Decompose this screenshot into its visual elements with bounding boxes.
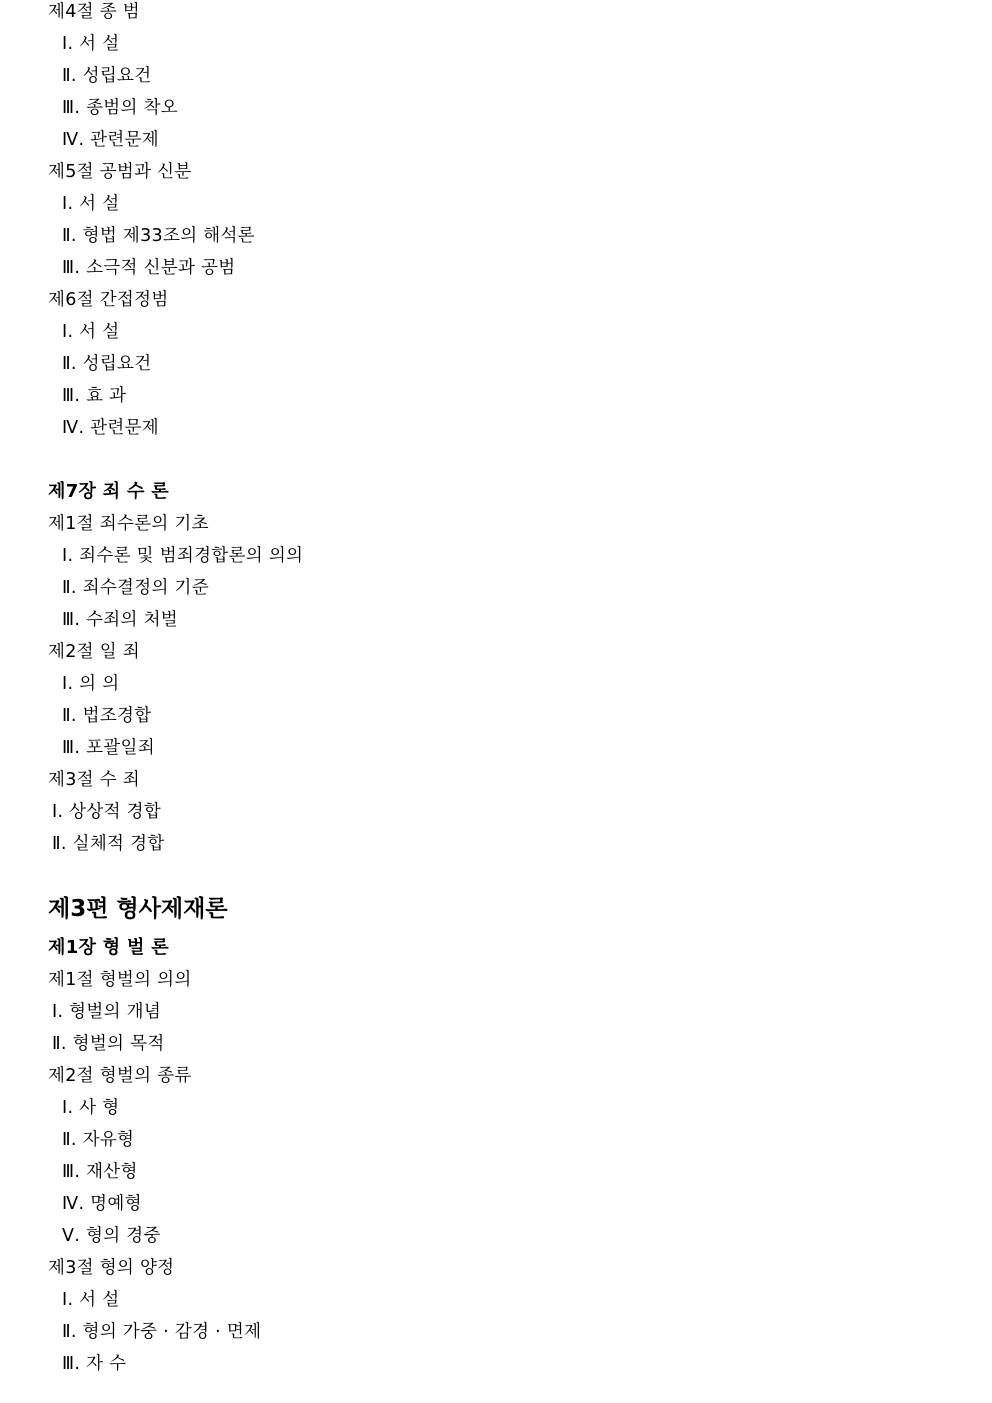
toc-item: Ⅱ. 성립요건 (62, 354, 152, 374)
toc-item: Ⅲ. 수죄의 처벌 (62, 610, 178, 630)
toc-item: Ⅱ. 자유형 (62, 1130, 135, 1150)
section-heading: 제6절 간접정범 (48, 290, 169, 310)
toc-item: Ⅱ. 성립요건 (62, 66, 152, 86)
section-heading: 제3절 형의 양정 (48, 1258, 175, 1278)
toc-item: Ⅲ. 효 과 (62, 386, 127, 406)
section-heading: 제1절 형벌의 의의 (48, 970, 192, 990)
section-heading: 제5절 공범과 신분 (48, 162, 192, 182)
section-heading: 제4절 종 범 (48, 2, 140, 22)
toc-item: Ⅰ. 서 설 (62, 322, 120, 342)
toc-item: Ⅱ. 형의 가중 · 감경 · 면제 (62, 1322, 262, 1342)
toc-item: Ⅲ. 자 수 (62, 1354, 127, 1374)
toc-item: Ⅰ. 의 의 (62, 674, 120, 694)
chapter-heading: 제1장 형 벌 론 (48, 937, 169, 958)
toc-item: Ⅰ. 죄수론 및 범죄경합론의 의의 (62, 546, 304, 566)
toc-item: Ⅱ. 죄수결정의 기준 (62, 578, 209, 598)
toc-item: Ⅰ. 사 형 (62, 1098, 120, 1118)
toc-item: Ⅲ. 재산형 (62, 1162, 138, 1182)
toc-item: Ⅱ. 형법 제33조의 해석론 (62, 226, 255, 246)
toc-item: Ⅱ. 법조경합 (62, 706, 152, 726)
toc-item: Ⅲ. 소극적 신분과 공범 (62, 258, 236, 278)
chapter-heading: 제7장 죄 수 론 (48, 481, 169, 502)
toc-item: Ⅰ. 서 설 (62, 1290, 120, 1310)
part-heading: 제3편 형사제재론 (48, 896, 228, 922)
toc-item: Ⅰ. 상상적 경합 (52, 802, 162, 822)
toc-item: Ⅳ. 관련문제 (62, 418, 159, 438)
toc-item: Ⅲ. 포괄일죄 (62, 738, 155, 758)
toc-item: Ⅰ. 형벌의 개념 (52, 1002, 162, 1022)
section-heading: 제2절 형벌의 종류 (48, 1066, 192, 1086)
toc-item: Ⅰ. 서 설 (62, 34, 120, 54)
toc-item: Ⅱ. 실체적 경합 (52, 834, 165, 854)
toc-item: Ⅳ. 관련문제 (62, 130, 159, 150)
toc-item: Ⅳ. 명예형 (62, 1194, 142, 1214)
toc-item: Ⅴ. 형의 경중 (62, 1226, 161, 1246)
toc-item: Ⅲ. 종범의 착오 (62, 98, 178, 118)
toc-item: Ⅰ. 서 설 (62, 194, 120, 214)
toc-item: Ⅱ. 형벌의 목적 (52, 1034, 165, 1054)
section-heading: 제2절 일 죄 (48, 642, 140, 662)
section-heading: 제3절 수 죄 (48, 770, 140, 790)
section-heading: 제1절 죄수론의 기초 (48, 514, 209, 534)
